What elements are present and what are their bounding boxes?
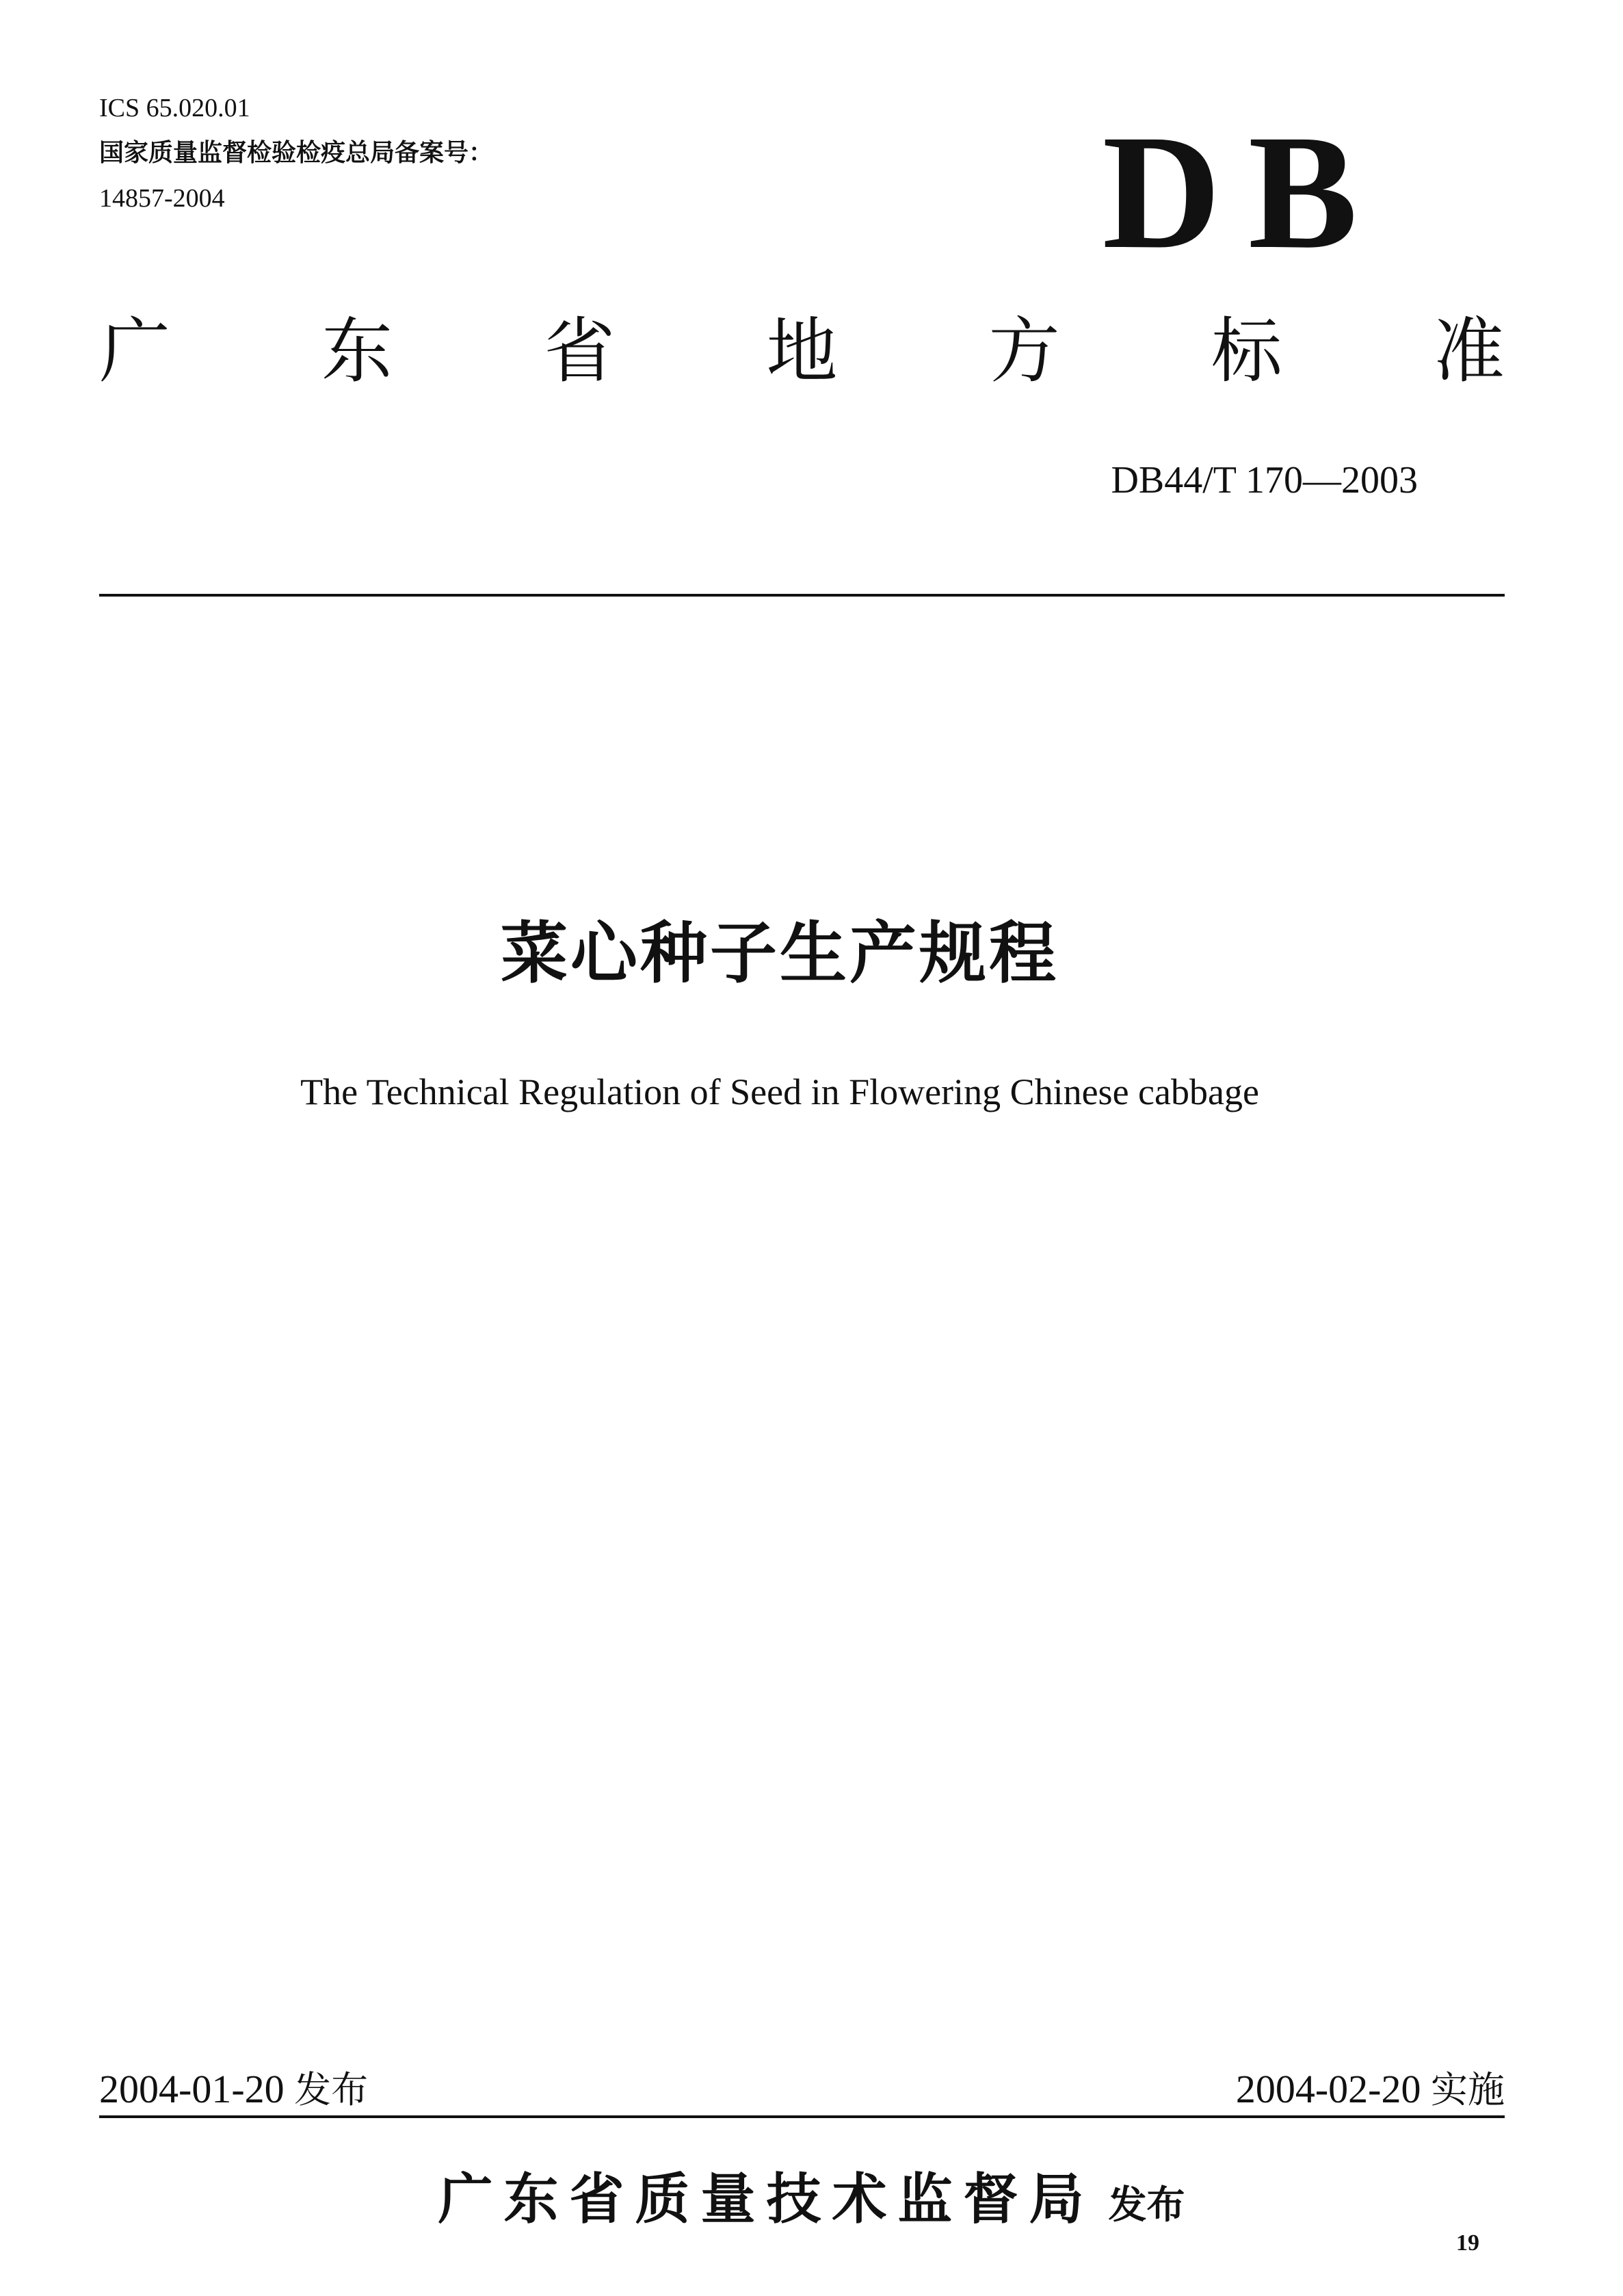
record-number: 14857-2004 [99,184,225,213]
document-title-cn: 菜心种子生产规程 [500,915,1059,993]
standard-type-char: 地 [766,309,838,393]
issuer-verb: 发布 [1108,2183,1185,2228]
ics-code: ICS 65.020.01 [99,94,250,122]
implement-date-label: 实施 [1431,2068,1505,2111]
standard-type-char: 省 [544,309,616,393]
standard-type-char: 方 [988,309,1060,393]
standard-type [99,306,1505,395]
implement-date-value: 2004-02-20 [1235,2067,1421,2111]
issuer [0,2155,1623,2234]
header-meta [99,86,493,221]
top-rule [99,594,1505,597]
implement-date [1236,2061,1505,2113]
bottom-rule [99,2115,1505,2118]
standard-type-char: 标 [1211,309,1282,393]
page-number: 19 [1456,2230,1479,2256]
standard-type-char: 东 [321,309,393,393]
document-title-en: The Technical Regulation of Seed in Flowering Chinese cabbage [300,1071,1259,1112]
standard-type-char: 广 [99,309,171,393]
publish-date [99,2061,368,2113]
publish-date-label: 发布 [294,2068,369,2111]
publish-date-value: 2004-01-20 [99,2067,285,2111]
standard-type-char: 准 [1433,309,1505,393]
db-logo: DB [1102,101,1385,283]
record-label: 国家质量监督检验检疫总局备案号： [99,139,494,167]
standard-number: DB44/T 170—2003 [1111,459,1418,501]
issuer-name: 广东省质量技术监督局 [438,2167,1095,2231]
